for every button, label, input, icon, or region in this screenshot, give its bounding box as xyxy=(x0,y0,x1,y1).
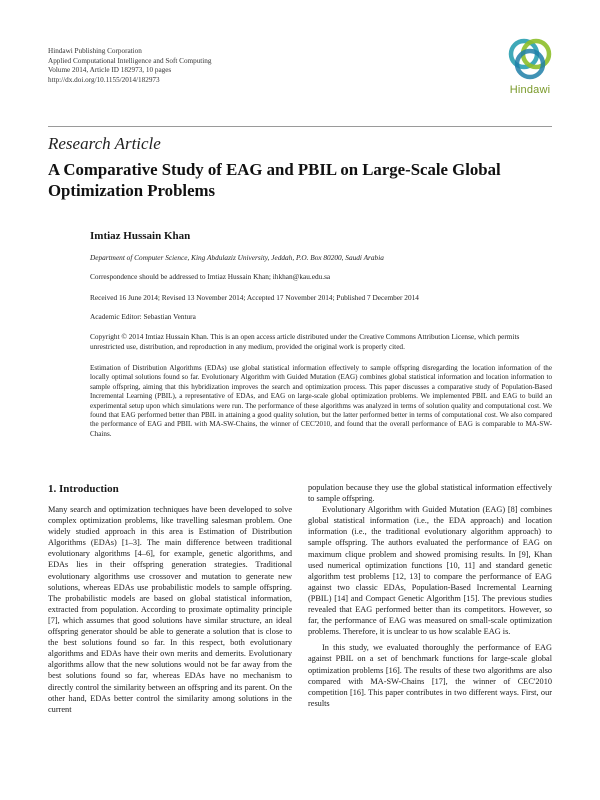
correspondence: Correspondence should be addressed to Imtiaz Hussain Khan; ihkhan@kau.edu.sa xyxy=(90,272,331,281)
affiliation: Department of Computer Science, King Abdulaziz University, Jeddah, P.O. Box 80200, Saudi Arabia xyxy=(90,253,384,262)
header-divider xyxy=(48,126,552,127)
paragraph: In this study, we evaluated thoroughly the performance of EAG against PBIL on a set of benchmark functions for large-scale global optimization problems [16]. The results of these two algorithms are also compared with MA-SW-Chains [17], the winner of CEC'2010 competition [16]. This paper contributes in two different ways. First, our results xyxy=(308,643,552,708)
abstract: Estimation of Distribution Algorithms (EDAs) use global statistical information effectively to sample offspring disregarding the location information of the locally optimal solutions found so far. Evolutionary Algorithm with Guided Mutation (EAG) combines global statistical information and location information to sample offspring, aiming that this hybridization improves the search and optimization process. This paper discusses a comparative study of Population-Based Incremental Learning (PBIL), a representative of EDAs, and EAG on large-scale global optimization problems. We implemented PBIL and EAG to build an experimental setup upon which simulations were run. The performance of these algorithms was analyzed in terms of solution quality and computational cost. We found that EAG performed better than PBIL in attaining a good quality solution, but the latter performed better in terms of computational cost. We also compared the performance of EAG and PBIL with MA-SW-Chains, the winner of CEC'2010, and found that the overall performance of EAG is comparable to MA-SW-Chains. xyxy=(90,364,552,438)
hindawi-logo xyxy=(498,34,562,106)
column-right xyxy=(308,482,552,709)
copyright-notice: Copyright © 2014 Imtiaz Hussain Khan. This is an open access article distributed under the Creative Commons Attribution License, which permits unrestricted use, distribution, and reproduction in any medium, provided the original work is properly cited. xyxy=(90,332,520,351)
article-title: A Comparative Study of EAG and PBIL on Large-Scale Global Optimization Problems xyxy=(48,160,501,200)
author-name: Imtiaz Hussain Khan xyxy=(90,230,191,242)
logo-text: Hindawi xyxy=(509,84,551,96)
academic-editor: Academic Editor: Sebastian Ventura xyxy=(90,312,196,321)
doi-link[interactable]: http://dx.doi.org/10.1155/2014/182973 xyxy=(48,75,160,84)
paragraph: Many search and optimization techniques have been developed to solve complex optimization problems, like travelling salesman problem. One widely studied approach in this area is Estimation of Distribution Algorithms (EDAs) [1–3]. The main difference between traditional evolutionary algorithms [4–6], for example, genetic algorithms, and EDAs lies in their offspring generation strategies. Traditional evolutionary algorithms use crossover and mutation to generate new solutions, whereas EDAs use probabilistic models to sample offspring. The probabilistic models are based on global statistical information, extracted from population. According to proximate optimality principle [7], which assumes that good solutions have similar structure, an ideal offspring generator should be able to generate a solution that is close to the best solutions found so far. In this respect, both evolutionary algorithms and EDAs have their own merits and demerits. Evolutionary algorithms allow that the new solutions would not be far away from the best solutions found so far, whereas EDAs have no mechanism to directly control the similarity between an offspring and its parent. On the other hand, EDAs better control the similarity among solutions in the current xyxy=(48,505,292,714)
publication-dates: Received 16 June 2014; Revised 13 November 2014; Accepted 17 November 2014; Published 7 December 2014 xyxy=(90,293,419,302)
hindawi-rings-icon xyxy=(505,34,555,84)
article-type: Research Article xyxy=(48,134,161,153)
journal-name: Applied Computational Intelligence and Soft Computing xyxy=(48,56,212,65)
publisher-name: Hindawi Publishing Corporation xyxy=(48,47,142,55)
section-heading-introduction: 1. Introduction xyxy=(48,483,119,495)
volume-info: Volume 2014, Article ID 182973, 10 pages xyxy=(48,66,172,75)
paragraph: population because they use the global statistical information effectively to sample offspring. xyxy=(308,483,552,504)
journal-header xyxy=(48,47,212,85)
paragraph: Evolutionary Algorithm with Guided Mutation (EAG) [8] combines global statistical information (i.e., the EDA approach) and location information (i.e., the traditional evolutionary algorithm approach) to sample offspring. The authors evaluated the performance of EAG on maximum clique problem and showed promising results. In [9], Khan used numerical optimization functions [10, 11] and standard genetic algorithm test problems [12, 13] to compare the performance of EAG against two classic EDAs, Population-Based Incremental Learning (PBIL) [14] and Compact Genetic Algorithm [15]. The previous studies revealed that EAG performed better than its competitors. However, so far, the performance of EAG was measured on small-scale optimization problems. Therefore, it is unclear to us how scalable EAG is. xyxy=(308,505,552,637)
column-left xyxy=(48,504,292,715)
